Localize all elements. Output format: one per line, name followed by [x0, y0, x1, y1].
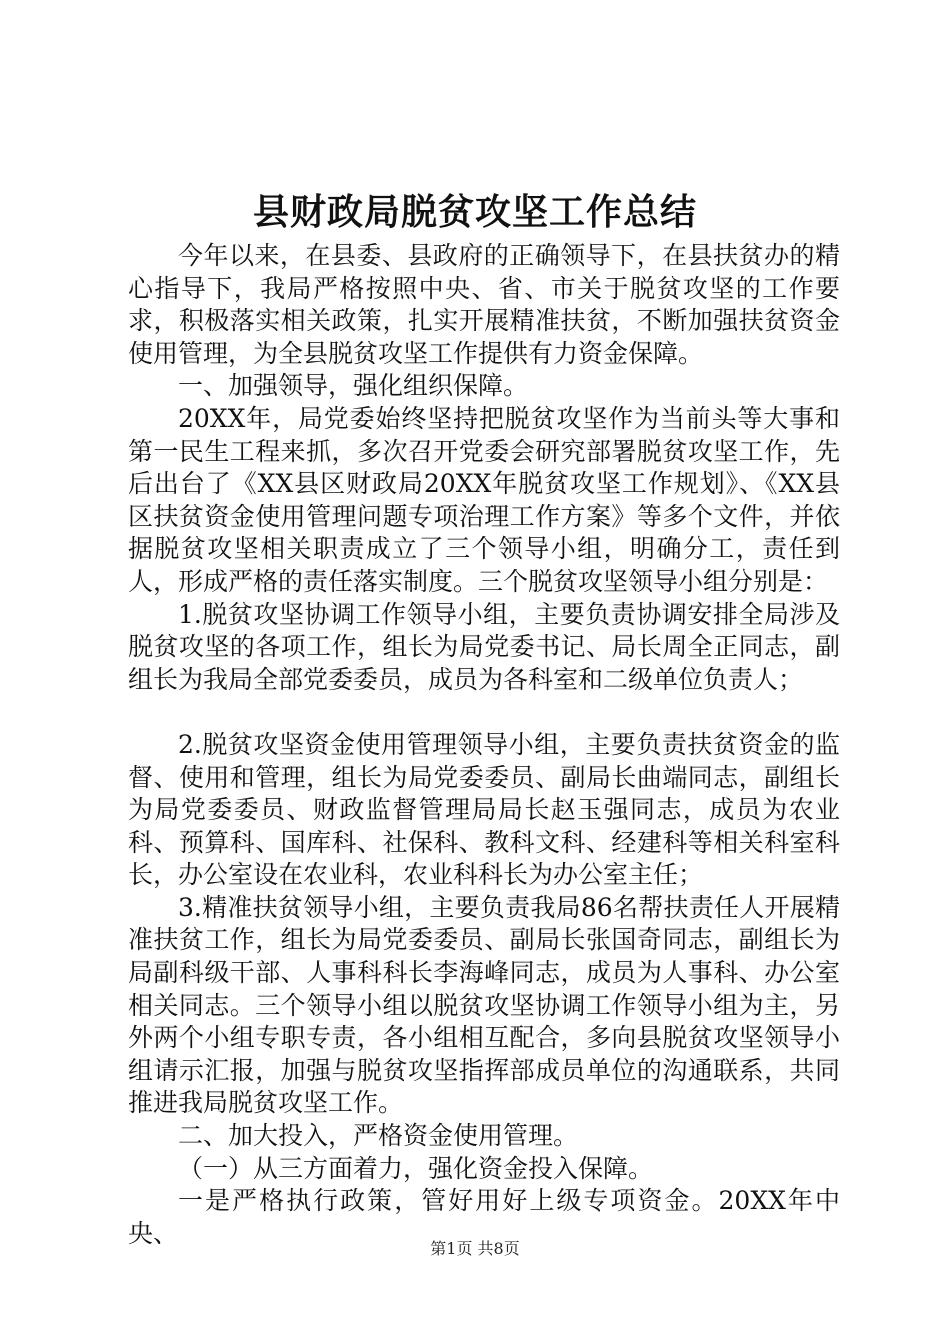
- list-item-2: 2.脱贫攻坚资金使用管理领导小组，主要负责扶贫资金的监督、使用和管理，组长为局党委委员、副局长曲端同志，副组长为局党委委员、财政监督管理局局长赵玉强同志，成员为农业科、预算科、国库科、社保科、教科文科、经建科等相关科室科长，办公室设在农业科，农业科科长为办公室主任；: [128, 729, 840, 890]
- page-footer: 第1页 共8页: [430, 1239, 520, 1258]
- section-heading-1: 一、加强领导，强化组织保障。: [178, 371, 529, 401]
- list-item-1: 1.脱贫攻坚协调工作领导小组，主要负责协调安排全局涉及脱贫攻坚的各项工作，组长为局党委书记、局长周全正同志，副组长为我局全部党委委员，成员为各科室和二级单位负责人；: [128, 599, 840, 694]
- subsection-heading: （一）从三方面着力，强化资金投入保障。: [178, 1153, 654, 1183]
- body-paragraph: 一是严格执行政策，管好用好上级专项资金。20XX年中央、: [128, 1186, 840, 1248]
- document-body: [128, 240, 840, 1250]
- blank-line: [128, 696, 840, 729]
- list-item-3: 3.精准扶贫领导小组，主要负责我局86名帮扶责任人开展精准扶贫工作，组长为局党委委员、副局长张国奇同志，副组长为局副科级干部、人事科科长李海峰同志，成员为人事科、办公室相关同志。三个领导小组以脱贫攻坚协调工作领导小组为主，另外两个小组专职专责，各小组相互配合，多向县脱贫攻坚领导小组请示汇报，加强与脱贫攻坚指挥部成员单位的沟通联系，共同推进我局脱贫攻坚工作。: [128, 892, 840, 1118]
- section-heading-2: 二、加大投入，严格资金使用管理。: [178, 1121, 579, 1151]
- page-title: 县财政局脱贫攻坚工作总结: [252, 191, 697, 233]
- intro-paragraph: 今年以来，在县委、县政府的正确领导下，在县扶贫办的精心指导下，我局严格按照中央、省、市关于脱贫攻坚的工作要求，积极落实相关政策，扎实开展精准扶贫，不断加强扶贫资金使用管理，为全县脱贫攻坚工作提供有力资金保障。: [128, 241, 840, 368]
- body-paragraph: 20XX年，局党委始终坚持把脱贫攻坚作为当前头等大事和第一民生工程来抓，多次召开党委会研究部署脱贫攻坚工作，先后出台了《XX县区财政局20XX年脱贫攻坚工作规划》、《XX县区扶贫资金使用管理问题专项治理工作方案》等多个文件，并依据脱贫攻坚相关职责成立了三个领导小组，明确分工，责任到人，形成严格的责任落实制度。三个脱贫攻坚领导小组分别是：: [128, 403, 840, 596]
